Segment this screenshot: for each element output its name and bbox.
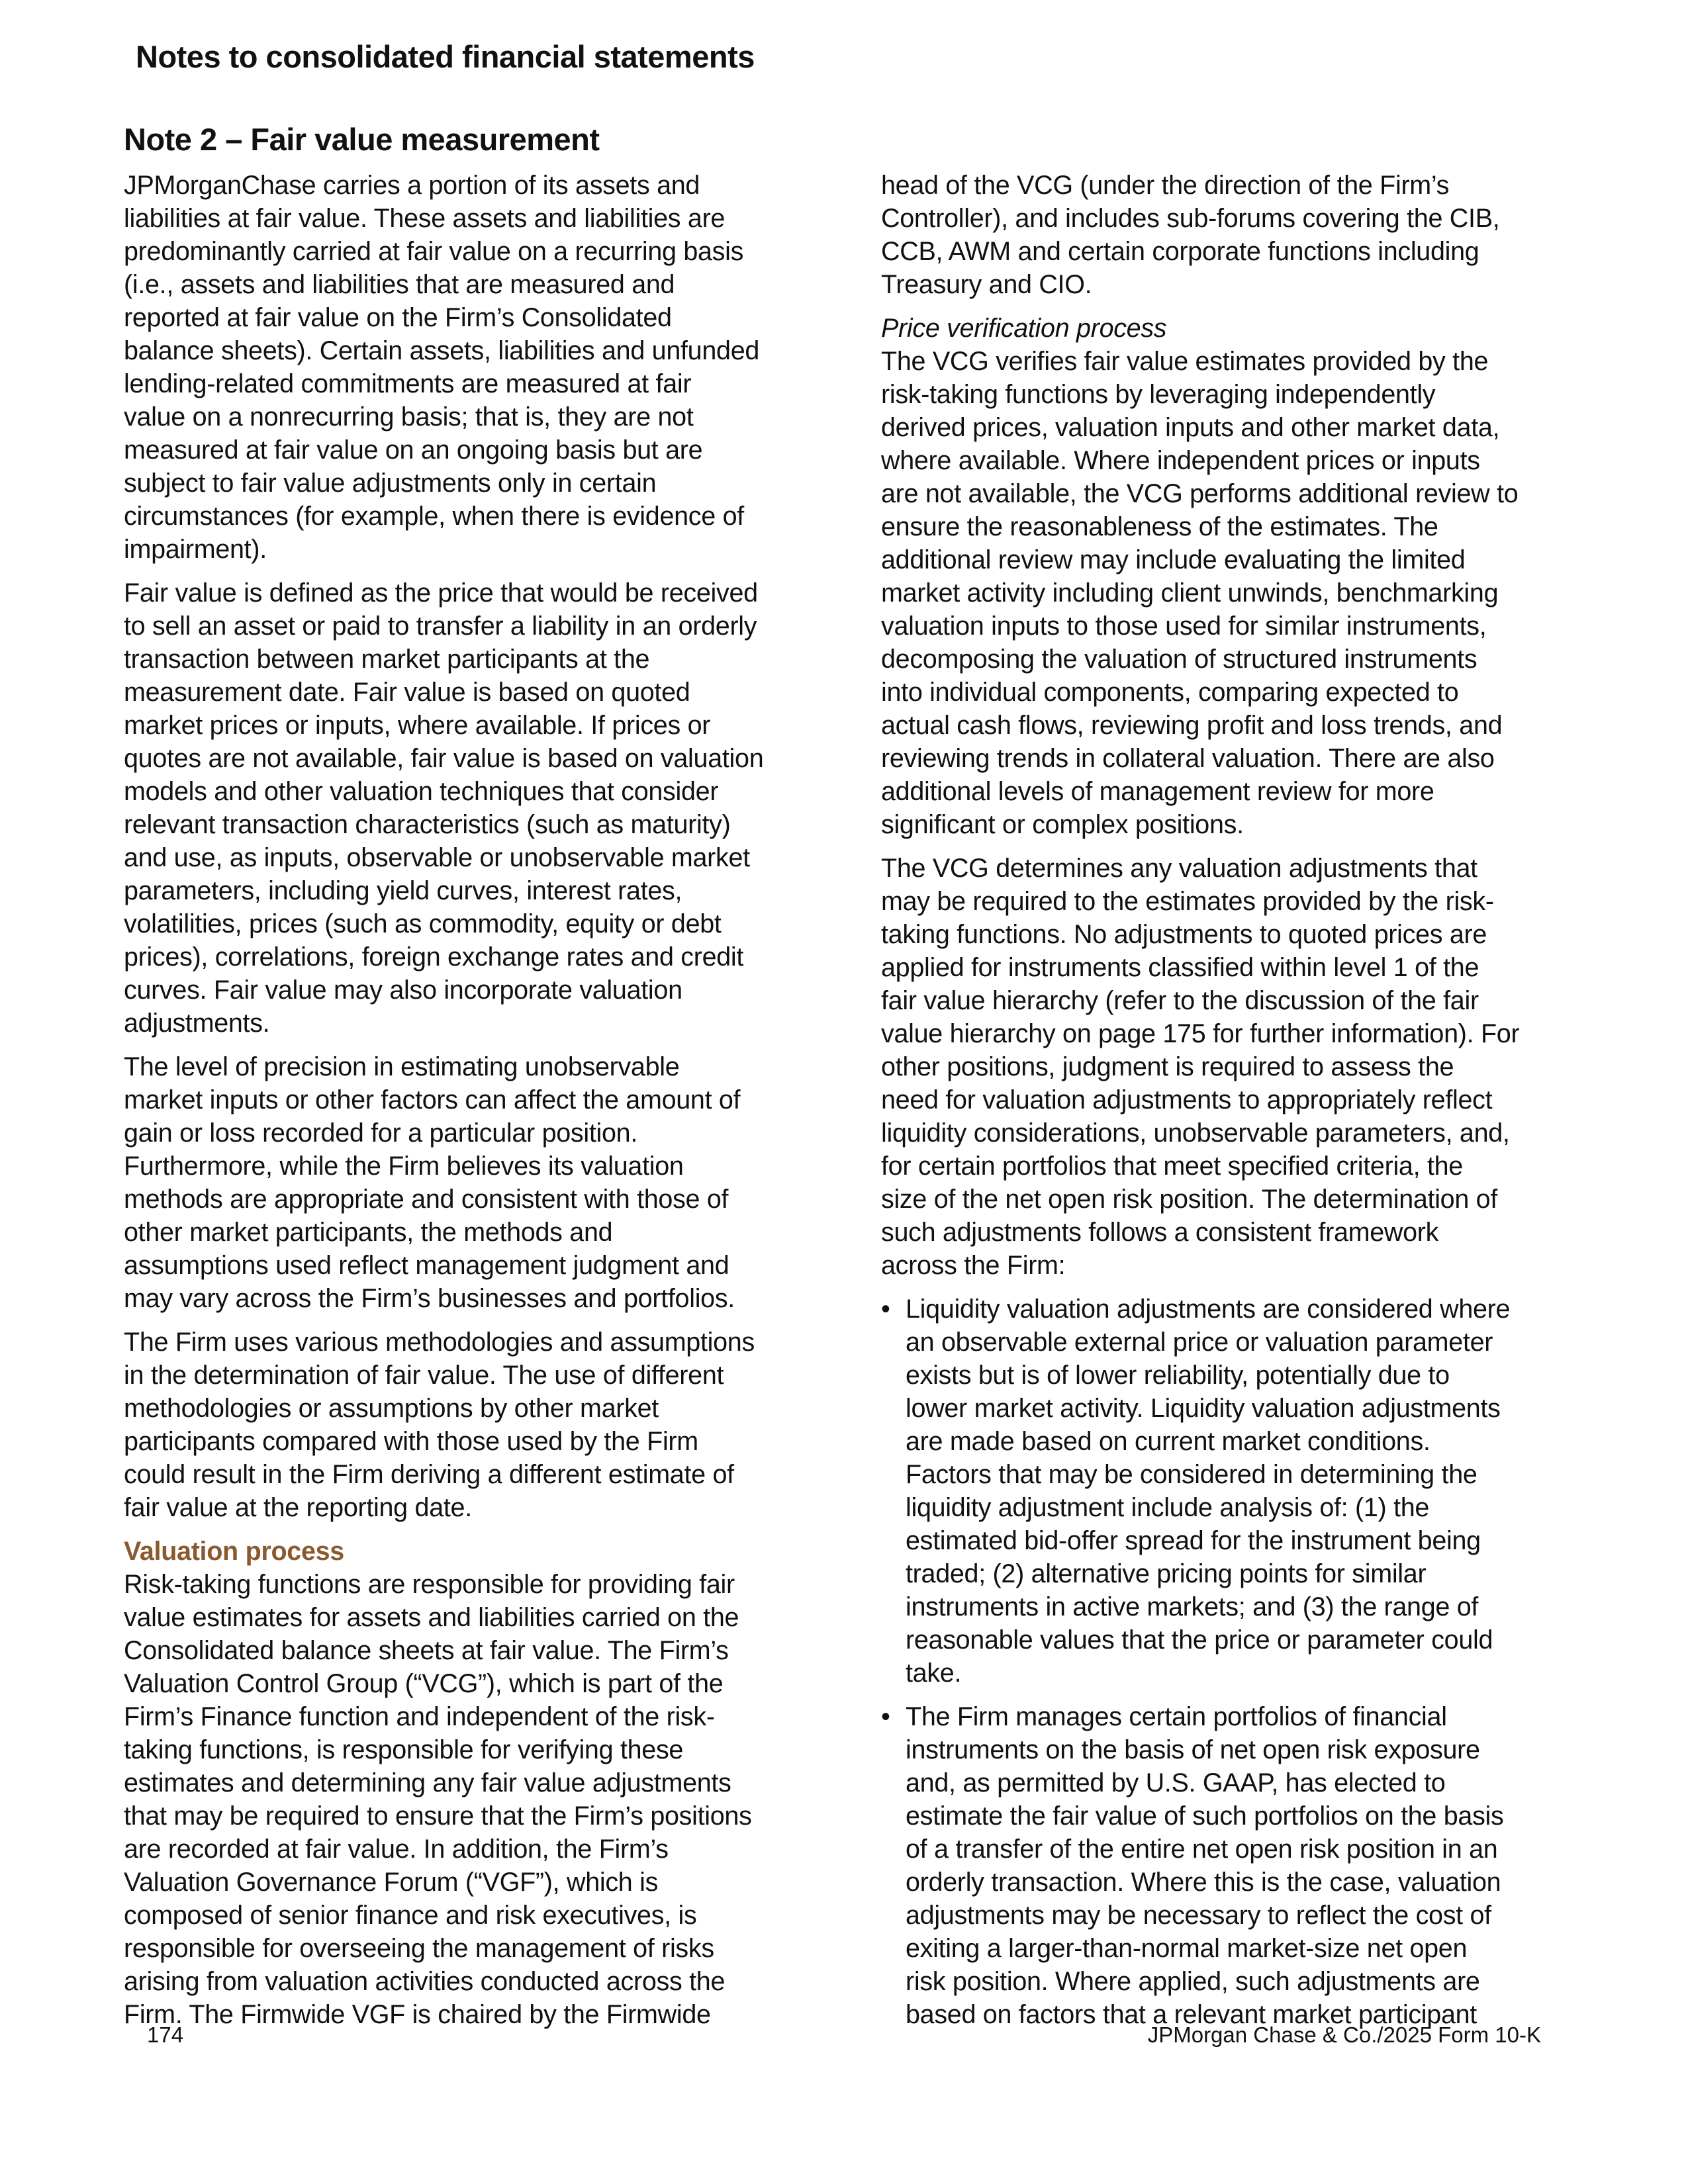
text-line: taking functions. No adjustments to quoted prices are [881, 920, 1487, 949]
text-line: Factors that may be considered in determining the [906, 1460, 1477, 1489]
left-column [124, 169, 809, 2042]
text-line: volatilities, prices (such as commodity, equity or debt [124, 909, 722, 938]
text-line: reviewing trends in collateral valuation. There are also [881, 744, 1495, 773]
text-line: decomposing the valuation of structured instruments [881, 645, 1477, 674]
section-price-verification [881, 312, 1566, 841]
text-line: such adjustments follows a consistent framework [881, 1218, 1439, 1247]
paragraph-precision [124, 1050, 809, 1315]
text-line: significant or complex positions. [881, 810, 1244, 839]
text-line: value on a nonrecurring basis; that is, they are not [124, 402, 694, 432]
text-line: Fair value is defined as the price that would be received [124, 578, 758, 608]
text-line: Risk-taking functions are responsible for providing fair [124, 1570, 735, 1599]
text-line: curves. Fair value may also incorporate valuation [124, 976, 682, 1005]
text-line: taking functions, is responsible for verifying these [124, 1735, 684, 1764]
text-line: instruments on the basis of net open risk exposure [906, 1735, 1480, 1764]
text-line: may be required to the estimates provided by the risk- [881, 887, 1494, 916]
text-line: responsible for overseeing the management of risks [124, 1934, 714, 1963]
text-line: instruments in active markets; and (3) the range of [906, 1592, 1479, 1621]
text-line: exiting a larger-than-normal market-size net open [906, 1934, 1468, 1963]
text-line: derived prices, valuation inputs and other market data, [881, 413, 1500, 442]
running-header: Notes to consolidated financial statements [136, 39, 755, 74]
text-line: value estimates for assets and liabilities carried on the [124, 1603, 739, 1632]
text-line: orderly transaction. Where this is the case, valuation [906, 1868, 1501, 1897]
paragraph-price-verification [881, 345, 1566, 841]
paragraph-vgf-continued [881, 169, 1566, 301]
text-line: additional levels of management review for more [881, 777, 1434, 806]
text-line: risk-taking functions by leveraging independently [881, 380, 1436, 409]
text-line: other positions, judgment is required to assess the [881, 1052, 1454, 1081]
text-line: value hierarchy on page 175 for further information). For [881, 1019, 1520, 1048]
text-line: measurement date. Fair value is based on quoted [124, 678, 690, 707]
text-line: liquidity considerations, unobservable parameters, and, [881, 1118, 1510, 1148]
text-line: participants compared with those used by the Firm [124, 1427, 698, 1456]
text-line: Firm. The Firmwide VGF is chaired by the Firmwide [124, 2000, 711, 2029]
text-line: estimate the fair value of such portfolios on the basis [906, 1801, 1504, 1831]
text-line: balance sheets). Certain assets, liabilities and unfunded [124, 336, 760, 365]
text-line: reported at fair value on the Firm’s Consolidated [124, 303, 672, 332]
text-line: and use, as inputs, observable or unobservable market [124, 843, 750, 872]
text-line: are not available, the VCG performs additional review to [881, 479, 1519, 508]
text-line: methods are appropriate and consistent with those of [124, 1185, 729, 1214]
text-line: JPMorganChase carries a portion of its assets and [124, 171, 700, 200]
text-line: and, as permitted by U.S. GAAP, has elected to [906, 1768, 1446, 1797]
text-line: adjustments. [124, 1009, 270, 1038]
text-line: parameters, including yield curves, interest rates, [124, 876, 682, 905]
text-line: traded; (2) alternative pricing points for similar [906, 1559, 1427, 1588]
text-line: additional review may include evaluating the limited [881, 545, 1466, 574]
footer-publication: JPMorgan Chase & Co./2025 Form 10-K [1147, 2023, 1541, 2047]
text-line: The Firm uses various methodologies and assumptions [124, 1328, 755, 1357]
paragraph-fair-value-definition [124, 576, 809, 1040]
text-line: composed of senior finance and risk executives, is [124, 1901, 697, 1930]
page-number: 174 [147, 2023, 184, 2047]
paragraph-valuation-process [124, 1568, 809, 2031]
text-line: that may be required to ensure that the Firm’s positions [124, 1801, 752, 1831]
text-line: lower market activity. Liquidity valuation adjustments [906, 1394, 1501, 1423]
text-line: to sell an asset or paid to transfer a liability in an orderly [124, 612, 757, 641]
bullet-icon: • [881, 1295, 890, 1324]
text-line: market inputs or other factors can affect the amount of [124, 1085, 741, 1115]
text-line: actual cash flows, reviewing profit and loss trends, and [881, 711, 1503, 740]
text-line: The VCG verifies fair value estimates provided by the [881, 347, 1489, 376]
text-line: Firm’s Finance function and independent of the risk- [124, 1702, 715, 1731]
text-line: take. [906, 1659, 962, 1688]
text-line: are recorded at fair value. In addition, the Firm’s [124, 1835, 669, 1864]
text-line: predominantly carried at fair value on a recurring basis [124, 237, 744, 266]
text-line: other market participants, the methods and [124, 1218, 613, 1247]
text-line: applied for instruments classified within level 1 of the [881, 953, 1479, 982]
text-line: risk position. Where applied, such adjustments are [906, 1967, 1480, 1996]
text-line: market activity including client unwinds, benchmarking [881, 578, 1499, 608]
text-line: liquidity adjustment include analysis of: (1) the [906, 1493, 1430, 1522]
text-line: (i.e., assets and liabilities that are measured and [124, 270, 675, 299]
text-line: CCB, AWM and certain corporate functions including [881, 237, 1479, 266]
text-line: Liquidity valuation adjustments are considered where [906, 1295, 1511, 1324]
text-line: estimates and determining any fair value adjustments [124, 1768, 731, 1797]
text-line: Treasury and CIO. [881, 270, 1092, 299]
text-line: exists but is of lower reliability, potentially due to [906, 1361, 1450, 1390]
paragraph-intro [124, 169, 809, 566]
text-line: across the Firm: [881, 1251, 1066, 1280]
text-line: Valuation Control Group (“VCG”), which is part of the [124, 1669, 724, 1698]
text-line: The Firm manages certain portfolios of financial [906, 1702, 1447, 1731]
text-line: Furthermore, while the Firm believes its valuation [124, 1152, 684, 1181]
text-line: The VCG determines any valuation adjustments that [881, 854, 1477, 883]
text-line: gain or loss recorded for a particular position. [124, 1118, 638, 1148]
text-line: measured at fair value on an ongoing basis but are [124, 435, 703, 465]
text-line: reasonable values that the price or parameter could [906, 1625, 1493, 1655]
text-line: based on factors that a relevant market participant [906, 2000, 1477, 2029]
list-item-text [906, 1700, 1566, 2031]
text-line: head of the VCG (under the direction of the Firm’s [881, 171, 1450, 200]
text-line: need for valuation adjustments to appropriately reflect [881, 1085, 1493, 1115]
text-line: Controller), and includes sub-forums covering the CIB, [881, 204, 1500, 233]
list-item-text [906, 1293, 1566, 1690]
heading-price-verification: Price verification process [881, 314, 1167, 343]
text-line: Consolidated balance sheets at fair value. The Firm’s [124, 1636, 729, 1665]
paragraph-methodologies [124, 1326, 809, 1524]
text-line: transaction between market participants at the [124, 645, 650, 674]
text-line: methodologies or assumptions by other market [124, 1394, 659, 1423]
text-line: may vary across the Firm’s businesses and portfolios. [124, 1284, 735, 1313]
text-line: could result in the Firm deriving a different estimate of [124, 1460, 734, 1489]
text-line: liabilities at fair value. These assets and liabilities are [124, 204, 726, 233]
text-line: of a transfer of the entire net open risk position in an [906, 1835, 1498, 1864]
text-line: arising from valuation activities conducted across the [124, 1967, 726, 1996]
text-line: estimated bid-offer spread for the instrument being [906, 1526, 1481, 1555]
text-line: into individual components, comparing expected to [881, 678, 1459, 707]
text-line: fair value at the reporting date. [124, 1493, 472, 1522]
text-line: The level of precision in estimating unobservable [124, 1052, 680, 1081]
text-line: prices), correlations, foreign exchange rates and credit [124, 942, 744, 972]
text-line: relevant transaction characteristics (such as maturity) [124, 810, 731, 839]
text-line: models and other valuation techniques that consider [124, 777, 719, 806]
text-line: subject to fair value adjustments only in certain [124, 469, 657, 498]
text-line: Valuation Governance Forum (“VGF”), which is [124, 1868, 659, 1897]
text-line: fair value hierarchy (refer to the discussion of the fair [881, 986, 1479, 1015]
bullet-icon: • [881, 1702, 890, 1731]
text-line: size of the net open risk position. The determination of [881, 1185, 1498, 1214]
text-line: ensure the reasonableness of the estimates. The [881, 512, 1438, 541]
text-line: where available. Where independent prices or inputs [881, 446, 1480, 475]
section-valuation-process [124, 1535, 809, 2031]
text-line: for certain portfolios that meet specified criteria, the [881, 1152, 1463, 1181]
paragraph-valuation-adjustments [881, 852, 1566, 1282]
list-item-net-open-risk [881, 1700, 1566, 2031]
heading-valuation-process: Valuation process [124, 1537, 344, 1566]
text-line: in the determination of fair value. The use of different [124, 1361, 724, 1390]
adjustments-list [881, 1293, 1566, 2031]
text-line: are made based on current market conditions. [906, 1427, 1430, 1456]
text-line: an observable external price or valuation parameter [906, 1328, 1493, 1357]
text-line: assumptions used reflect management judgment and [124, 1251, 729, 1280]
right-column [881, 169, 1566, 2042]
text-line: valuation inputs to those used for similar instruments, [881, 612, 1487, 641]
text-line: impairment). [124, 535, 267, 564]
text-line: quotes are not available, fair value is based on valuation [124, 744, 764, 773]
text-line: lending-related commitments are measured at fair [124, 369, 692, 398]
text-line: market prices or inputs, where available. If prices or [124, 711, 711, 740]
text-line: circumstances (for example, when there is evidence of [124, 502, 744, 531]
note-title: Note 2 – Fair value measurement [124, 122, 600, 157]
text-line: adjustments may be necessary to reflect the cost of [906, 1901, 1491, 1930]
list-item-liquidity [881, 1293, 1566, 1690]
